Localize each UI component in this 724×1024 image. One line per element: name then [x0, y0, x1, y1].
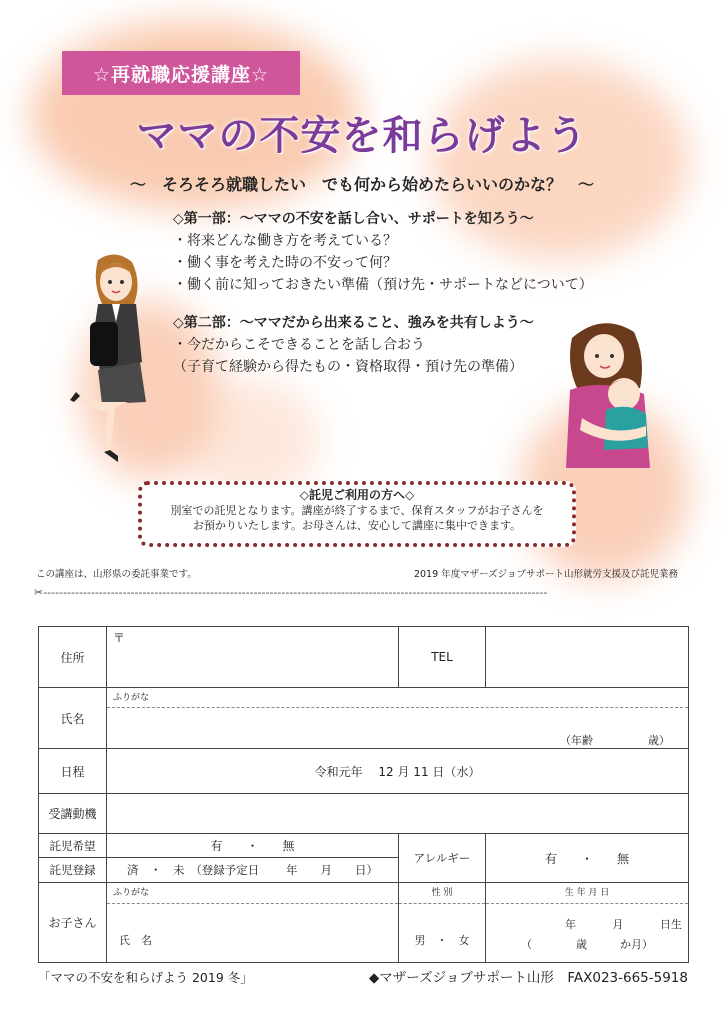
age-label: （年齢 歳）	[560, 734, 670, 747]
tel-field[interactable]	[486, 627, 689, 688]
birthdate-label: 生 年 月 日	[486, 883, 688, 904]
footer-contact: ◆マザーズジョブサポート山形 FAX023-665-5918	[368, 970, 688, 986]
cut-line: ✂-------------------------------------------------------------------------------------------------------------------------------	[34, 586, 548, 599]
course-banner: ☆再就職応援講座☆	[62, 51, 300, 95]
businesswoman-illustration	[70, 252, 170, 467]
part2-item: （子育て経験から得たもの・資格取得・預け先の準備）	[173, 359, 523, 375]
gender-cell[interactable]	[399, 883, 486, 963]
page-title: ママの不安を和らげよう	[136, 113, 588, 159]
postal-mark: 〒	[113, 631, 126, 645]
name-label: 氏名	[39, 688, 107, 749]
child-age-value: （ 歳 か月）	[521, 938, 653, 951]
allergy-options[interactable]: 有 ・ 無	[486, 834, 689, 883]
allergy-label: アレルギー	[399, 834, 486, 883]
gender-label: 性 別	[399, 883, 485, 904]
notice-text: お預かりいたします。お母さんは、安心して講座に集中できます。	[192, 519, 522, 532]
commission-note: この講座は、山形県の委託事業です。	[36, 569, 197, 580]
childcare-reg-options[interactable]: 済 ・ 未 （登録予定日 年 月 日）	[107, 858, 399, 883]
childcare-reg-label: 託児登録	[39, 858, 107, 883]
child-name-field[interactable]	[107, 883, 399, 963]
date-label: 日程	[39, 749, 107, 794]
motive-label: 受講動機	[39, 794, 107, 834]
program-note: 2019 年度マザーズジョブサポート山形就労支援及び託児業務	[413, 569, 678, 580]
date-value: 令和元年 12 月 11 日（水）	[107, 749, 689, 794]
application-form	[38, 626, 689, 963]
course-content	[173, 208, 593, 378]
tel-label: TEL	[399, 627, 486, 688]
part1-item: ・働く前に知っておきたい準備（預け先・サポートなどについて）	[173, 277, 593, 293]
childcare-wish-options[interactable]: 有 ・ 無	[107, 834, 399, 858]
child-furigana-label: ふりがな	[107, 883, 398, 904]
notice-text: 別室での託児となります。講座が終了するまで、保育スタッフがお子さんを	[170, 504, 544, 517]
part1-heading: ◇第一部：～ママの不安を話し合い、サポートを知ろう～	[173, 211, 534, 227]
footer-course-name: 「ママの不安を和らげよう 2019 冬」	[38, 970, 253, 985]
childcare-notice	[138, 481, 576, 547]
notice-heading: ◇託児ご利用の方へ◇	[299, 488, 415, 502]
birthdate-cell[interactable]	[486, 883, 689, 963]
part1-item: ・働く事を考えた時の不安って何？	[173, 255, 397, 271]
gender-options: 男 ・ 女	[414, 934, 470, 947]
part1-item: ・将来どんな働き方を考えている？	[173, 233, 397, 249]
child-label: お子さん	[39, 883, 107, 963]
birthdate-value: 年 月 日生	[565, 918, 682, 931]
motive-field[interactable]	[107, 794, 689, 834]
furigana-label: ふりがな	[107, 688, 688, 708]
part2-heading: ◇第二部：～ママだから出来ること、強みを共有しよう～	[173, 315, 534, 331]
childcare-wish-label: 託児希望	[39, 834, 107, 858]
page-subtitle: ～ そろそろ就職したい でも何から始めたらいいのかな？ ～	[129, 175, 594, 194]
name-field[interactable]	[107, 688, 689, 749]
child-name-label: 氏 名	[119, 934, 152, 947]
address-field[interactable]	[107, 627, 399, 688]
part2-item: ・今だからこそできることを話し合おう	[173, 337, 425, 353]
address-label: 住所	[39, 627, 107, 688]
